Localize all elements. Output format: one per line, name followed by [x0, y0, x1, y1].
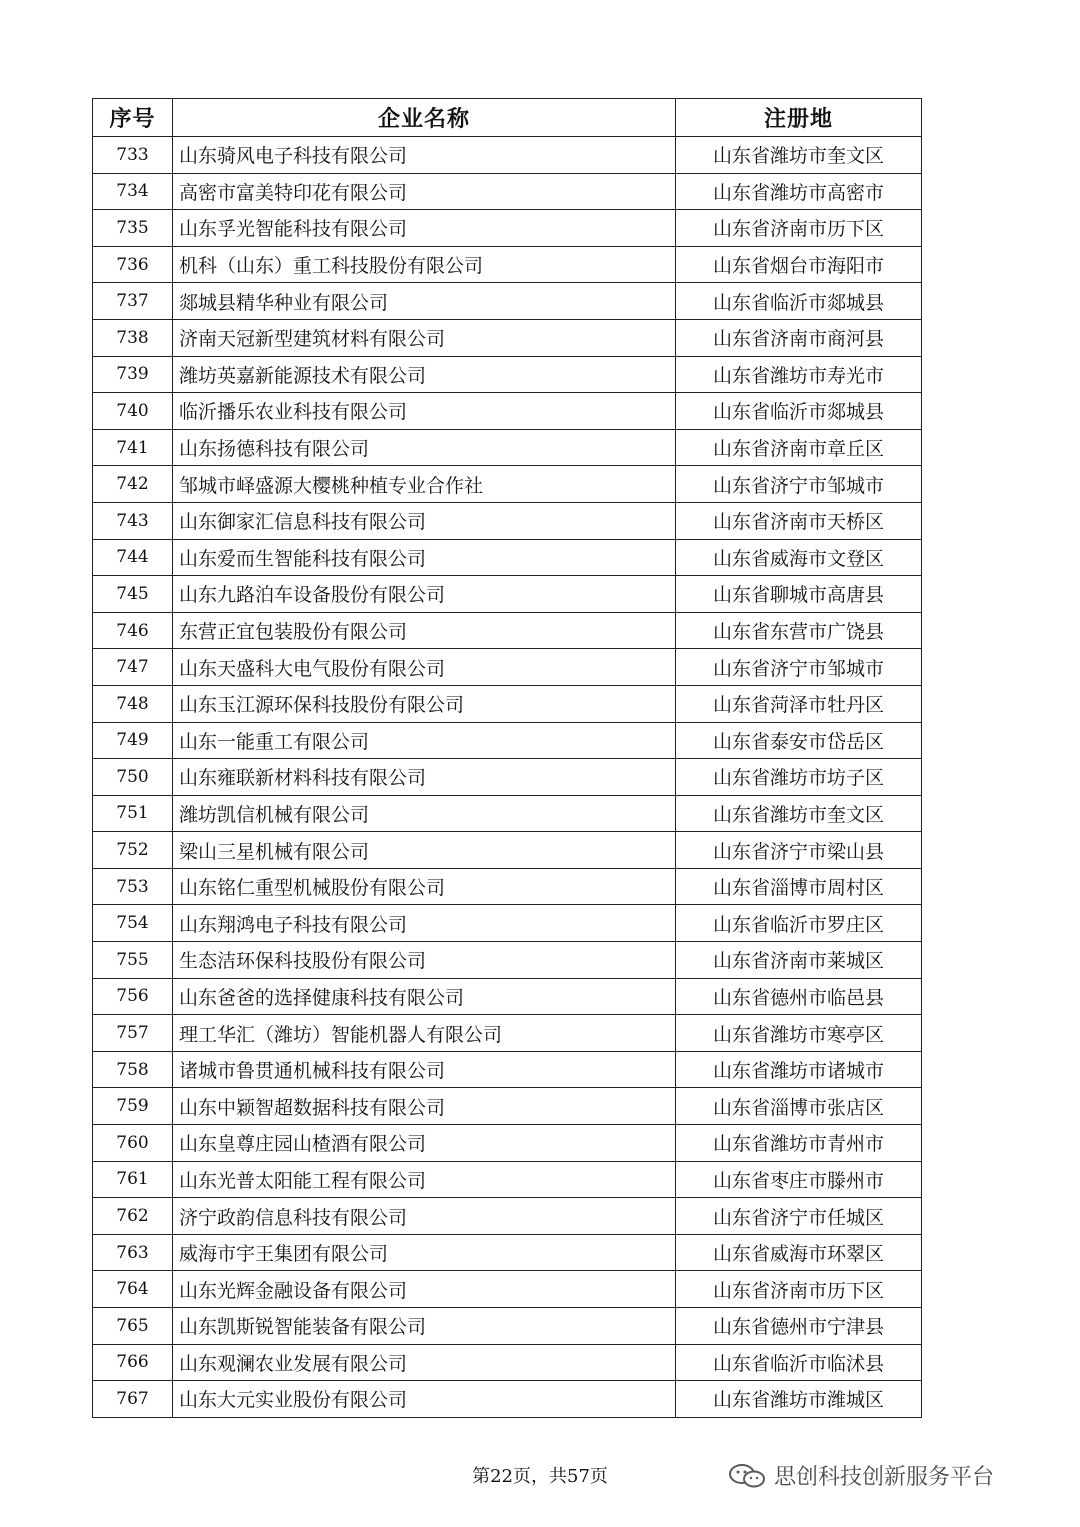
company-name: 高密市富美特印花有限公司	[173, 173, 676, 210]
table-row	[93, 539, 922, 576]
watermark	[728, 1460, 994, 1491]
registered-location: 山东省临沂市郯城县	[676, 393, 922, 430]
page-number: 第22页，共57页	[472, 1466, 608, 1487]
registered-location: 山东省潍坊市寿光市	[676, 356, 922, 393]
row-number: 745	[93, 576, 173, 613]
table-row	[93, 429, 922, 466]
table-row	[93, 356, 922, 393]
table-row	[93, 466, 922, 503]
company-name: 济宁政韵信息科技有限公司	[173, 1198, 676, 1235]
table-row	[93, 319, 922, 356]
registered-location: 山东省济宁市邹城市	[676, 649, 922, 686]
company-name: 诸城市鲁贯通机械科技有限公司	[173, 1051, 676, 1088]
row-number: 747	[93, 649, 173, 686]
table-row	[93, 1125, 922, 1162]
table-header-row	[93, 99, 922, 137]
row-number: 738	[93, 319, 173, 356]
registered-location: 山东省潍坊市高密市	[676, 173, 922, 210]
registered-location: 山东省临沂市临沭县	[676, 1344, 922, 1381]
company-name: 梁山三星机械有限公司	[173, 832, 676, 869]
row-number: 744	[93, 539, 173, 576]
table-row	[93, 210, 922, 247]
registered-location: 山东省淄博市周村区	[676, 868, 922, 905]
registered-location: 山东省德州市宁津县	[676, 1308, 922, 1345]
row-number: 742	[93, 466, 173, 503]
registered-location: 山东省潍坊市潍城区	[676, 1381, 922, 1418]
company-name: 山东爸爸的选择健康科技有限公司	[173, 978, 676, 1015]
row-number: 739	[93, 356, 173, 393]
table-row	[93, 137, 922, 174]
company-name: 潍坊凯信机械有限公司	[173, 795, 676, 832]
company-name: 山东皇尊庄园山楂酒有限公司	[173, 1125, 676, 1162]
row-number: 736	[93, 246, 173, 283]
registered-location: 山东省临沂市罗庄区	[676, 905, 922, 942]
row-number: 746	[93, 612, 173, 649]
row-number: 761	[93, 1161, 173, 1198]
row-number: 750	[93, 759, 173, 796]
table-row	[93, 722, 922, 759]
row-number: 753	[93, 868, 173, 905]
registered-location: 山东省潍坊市青州市	[676, 1125, 922, 1162]
row-number: 752	[93, 832, 173, 869]
registered-location: 山东省济南市章丘区	[676, 429, 922, 466]
registered-location: 山东省济南市天桥区	[676, 502, 922, 539]
registered-location: 山东省菏泽市牡丹区	[676, 685, 922, 722]
table-row	[93, 1308, 922, 1345]
company-name: 山东中颖智超数据科技有限公司	[173, 1088, 676, 1125]
table-row	[93, 283, 922, 320]
registered-location: 山东省德州市临邑县	[676, 978, 922, 1015]
company-name: 山东翔鸿电子科技有限公司	[173, 905, 676, 942]
row-number: 758	[93, 1051, 173, 1088]
company-name: 山东铭仁重型机械股份有限公司	[173, 868, 676, 905]
company-name: 山东大元实业股份有限公司	[173, 1381, 676, 1418]
registered-location: 山东省烟台市海阳市	[676, 246, 922, 283]
row-number: 760	[93, 1125, 173, 1162]
row-number: 741	[93, 429, 173, 466]
company-name: 理工华汇（潍坊）智能机器人有限公司	[173, 1015, 676, 1052]
table-row	[93, 246, 922, 283]
registered-location: 山东省济宁市梁山县	[676, 832, 922, 869]
table-row	[93, 576, 922, 613]
table-row	[93, 1234, 922, 1271]
registered-location: 山东省济宁市任城区	[676, 1198, 922, 1235]
table-row	[93, 502, 922, 539]
company-table-container	[92, 98, 922, 1418]
table-row	[93, 1088, 922, 1125]
company-name: 山东光普太阳能工程有限公司	[173, 1161, 676, 1198]
registered-location: 山东省东营市广饶县	[676, 612, 922, 649]
registered-location: 山东省潍坊市寒亭区	[676, 1015, 922, 1052]
company-name: 机科（山东）重工科技股份有限公司	[173, 246, 676, 283]
header-company-name: 企业名称	[173, 99, 676, 137]
company-name: 威海市宇王集团有限公司	[173, 1234, 676, 1271]
registered-location: 山东省威海市文登区	[676, 539, 922, 576]
company-name: 山东御家汇信息科技有限公司	[173, 502, 676, 539]
row-number: 733	[93, 137, 173, 174]
table-row	[93, 393, 922, 430]
registered-location: 山东省济南市历下区	[676, 1271, 922, 1308]
company-name: 邹城市峄盛源大樱桃种植专业合作社	[173, 466, 676, 503]
registered-location: 山东省济南市历下区	[676, 210, 922, 247]
table-row	[93, 1271, 922, 1308]
registered-location: 山东省济南市莱城区	[676, 942, 922, 979]
header-registered-location: 注册地	[676, 99, 922, 137]
company-name: 山东凯斯锐智能装备有限公司	[173, 1308, 676, 1345]
registered-location: 山东省枣庄市滕州市	[676, 1161, 922, 1198]
header-no: 序号	[93, 99, 173, 137]
table-row	[93, 905, 922, 942]
company-name: 生态洁环保科技股份有限公司	[173, 942, 676, 979]
registered-location: 山东省潍坊市诸城市	[676, 1051, 922, 1088]
company-name: 郯城县精华种业有限公司	[173, 283, 676, 320]
row-number: 754	[93, 905, 173, 942]
registered-location: 山东省聊城市高唐县	[676, 576, 922, 613]
row-number: 759	[93, 1088, 173, 1125]
registered-location: 山东省泰安市岱岳区	[676, 722, 922, 759]
company-name: 临沂播乐农业科技有限公司	[173, 393, 676, 430]
row-number: 764	[93, 1271, 173, 1308]
row-number: 765	[93, 1308, 173, 1345]
table-row	[93, 1051, 922, 1088]
company-name: 济南天冠新型建筑材料有限公司	[173, 319, 676, 356]
company-name: 山东扬德科技有限公司	[173, 429, 676, 466]
row-number: 749	[93, 722, 173, 759]
row-number: 737	[93, 283, 173, 320]
row-number: 735	[93, 210, 173, 247]
table-row	[93, 942, 922, 979]
table-row	[93, 1161, 922, 1198]
registered-location: 山东省潍坊市奎文区	[676, 795, 922, 832]
watermark-text: 思创科技创新服务平台	[774, 1465, 995, 1490]
company-table	[92, 98, 922, 1418]
company-name: 东营正宜包装股份有限公司	[173, 612, 676, 649]
company-name: 山东天盛科大电气股份有限公司	[173, 649, 676, 686]
table-row	[93, 1381, 922, 1418]
registered-location: 山东省临沂市郯城县	[676, 283, 922, 320]
table-row	[93, 612, 922, 649]
table-row	[93, 1198, 922, 1235]
row-number: 757	[93, 1015, 173, 1052]
table-row	[93, 978, 922, 1015]
row-number: 751	[93, 795, 173, 832]
table-row	[93, 759, 922, 796]
company-name: 山东骑风电子科技有限公司	[173, 137, 676, 174]
table-row	[93, 173, 922, 210]
row-number: 756	[93, 978, 173, 1015]
row-number: 763	[93, 1234, 173, 1271]
table-row	[93, 1015, 922, 1052]
registered-location: 山东省济南市商河县	[676, 319, 922, 356]
table-row	[93, 832, 922, 869]
row-number: 734	[93, 173, 173, 210]
company-name: 山东一能重工有限公司	[173, 722, 676, 759]
company-name: 山东观澜农业发展有限公司	[173, 1344, 676, 1381]
registered-location: 山东省淄博市张店区	[676, 1088, 922, 1125]
row-number: 743	[93, 502, 173, 539]
table-row	[93, 685, 922, 722]
registered-location: 山东省威海市环翠区	[676, 1234, 922, 1271]
table-row	[93, 649, 922, 686]
row-number: 748	[93, 685, 173, 722]
company-name: 山东九路泊车设备股份有限公司	[173, 576, 676, 613]
row-number: 740	[93, 393, 173, 430]
company-name: 山东孚光智能科技有限公司	[173, 210, 676, 247]
registered-location: 山东省济宁市邹城市	[676, 466, 922, 503]
company-name: 山东玉江源环保科技股份有限公司	[173, 685, 676, 722]
row-number: 766	[93, 1344, 173, 1381]
row-number: 762	[93, 1198, 173, 1235]
company-name: 山东爱而生智能科技有限公司	[173, 539, 676, 576]
company-name: 山东雍联新材料科技有限公司	[173, 759, 676, 796]
registered-location: 山东省潍坊市奎文区	[676, 137, 922, 174]
registered-location: 山东省潍坊市坊子区	[676, 759, 922, 796]
table-row	[93, 1344, 922, 1381]
row-number: 767	[93, 1381, 173, 1418]
row-number: 755	[93, 942, 173, 979]
company-name: 山东光辉金融设备有限公司	[173, 1271, 676, 1308]
company-name: 潍坊英嘉新能源技术有限公司	[173, 356, 676, 393]
wechat-icon	[728, 1463, 768, 1489]
table-row	[93, 868, 922, 905]
table-row	[93, 795, 922, 832]
